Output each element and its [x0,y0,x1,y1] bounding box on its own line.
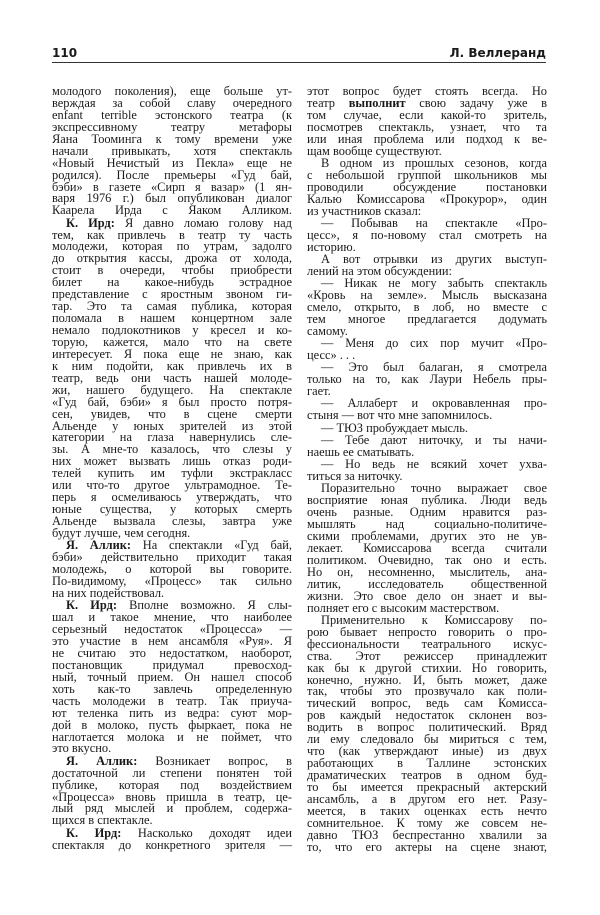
line-text: «Кровь на земле». Мысль высказана [307,288,547,303]
line-text: к ним подойти, как привлечь их в [52,358,292,373]
line-text: будут лучше, чем сегодня. [52,525,191,540]
line-text: Насколько доходят идеи [121,825,292,840]
line-text: достаточной ли степени понятен той [52,765,292,780]
line-text: «Гуд бай, бэби» я был просто потря- [52,394,292,409]
line-text: молодого поколения), еще больше ут- [52,84,292,98]
line-text: представление с яростным звоном ги- [52,287,292,302]
line-text: или что-то другое ультрамодное. Те- [52,478,292,493]
line-text: смело, открыто, в лоб, но вместе с [307,300,547,315]
line-text: то, что его актеры на сцене знают, [307,839,547,854]
line-text: Я давно ломаю голову над [114,215,292,230]
line-text: enfant terrible эстонского театра (к [52,107,292,122]
line-text: верждая за собой славу очередного [52,95,292,110]
line-text: что (как утверждают иные) из двух [307,744,547,759]
line-text: спектакля до конкретного зрителя — [52,837,292,852]
page-header [52,46,546,63]
line-text: мышлять над социально-политиче- [307,517,547,532]
line-text: Каарела Ирда с Яаком Алликом. [52,203,292,218]
line-text: сомнительное. К тому же совсем не- [307,815,547,830]
emphasized-text: выполнит [348,95,406,110]
line-text: тем, как привлечь в театр ту часть [52,227,292,242]
speaker-name: Я. Аллик: [66,538,132,553]
line-text: родился). После премьеры «Гуд бай, [52,167,292,182]
line-text: наглотается молока и не поймет, что [52,729,292,744]
line-text: билет на какое-нибудь эстрадное [52,275,292,290]
paragraph [307,278,547,338]
paragraph [307,459,547,483]
line-text: свою задачу уже в [405,95,548,110]
line-text: ров каждый недостаток склонен воз- [307,708,547,723]
line-text: поломала в нашем концертном зале [52,311,292,326]
line-text: — Никак не могу забыть спектакль [321,276,547,291]
line-text: конечно, нужно. И, быть может, даже [307,672,547,687]
line-text: немало подлокотников у кресел и ко- [52,323,292,338]
line-text: — Тебе дают ниточку, и ты начи- [321,432,547,447]
line-text: «Процесса» вновь пришла в театр, це- [52,789,292,804]
line-text: ли ему следовало бы мириться с тем, [307,732,547,747]
line-text: экспрессивному театру метафоры [52,119,292,134]
line-text: театр [307,95,349,110]
page-number: 110 [52,46,78,60]
line-text: давно ТЮЗ беспрестанно хвалили за [307,827,547,842]
line-text: цесс», я по-новому стал смотреть на [307,227,547,242]
line-text: рою бывает непросто говорить о про- [307,624,547,639]
line-text: часть молодежи в театр. Так приуча- [52,693,292,708]
line-text: дой в молоко, пусть фыркает, пока не [52,717,292,732]
line-text: том случае, если какой-то зритель, [307,107,547,122]
text-line [307,374,547,386]
line-text: серьезный недостаток «Процесса» — [52,622,292,637]
paragraph [52,753,292,828]
paragraph [307,215,547,254]
line-text: из участников сказал: [307,203,422,218]
line-text: скими проблемами, других это не ув- [307,528,547,543]
line-text: щихся в спектакле. [52,813,153,828]
line-text: постановщик придумал превосход- [52,657,292,672]
line-text: литик, исследователь общественной [307,576,547,591]
line-text: — Но ведь не всякий хочет ухва- [321,457,547,472]
line-text: как бы к другой стихии. Но говорить, [307,660,547,675]
line-text: историю. [307,239,356,254]
line-text: На спектакли «Гуд бай, [131,538,292,553]
line-text: так, чтобы это прозвучало как поли- [307,684,547,699]
line-text: них может вызвать лишь отказ роди- [52,454,292,469]
line-text: на них подействовал. [52,585,165,600]
line-text: торую, кажется, мало что на свете [52,334,292,349]
line-text: восприятие юная публика. Люди ведь [307,493,547,508]
paragraph [307,432,547,459]
line-text: хоть как-то завлечь определенную [52,681,292,696]
line-text: «Новый Нечистый из Пекла» еще не [52,155,292,170]
line-text: работающих в Таллине эстонских [307,756,547,771]
running-head-author: Л. Веллеранд [449,46,546,60]
line-text: сен, увидев, что в сцене смерти [52,406,292,421]
line-text: молодежи, которая по утрам, задолго [52,239,292,254]
paragraph [52,215,292,540]
line-text: самому. [307,323,348,338]
line-text: Яана Тооминга к тому времени уже [52,131,292,146]
line-text: ют теленка пить из ведра: суют мор- [52,705,292,720]
line-text: В одном из прошлых сезонов, когда [321,155,547,170]
line-text: бэби» действительно приходит такая [52,550,292,565]
line-text: юные существа, у которых смерть [52,502,292,517]
speaker-name: К. Ирд: [66,598,117,613]
line-text: Альенде у юных зрителей из этой [52,418,292,433]
line-text: интересует. Я пока еще не знаю, как [52,346,292,361]
line-text: полняет его с высоким мастерством. [307,600,500,615]
paragraph [52,825,292,852]
line-text: титься за ниточку. [307,468,403,483]
text-column-left [52,86,292,852]
line-text: это участие в нем ансамбля «Руя». Я [52,634,292,649]
line-text: ства. Этот режиссер принадлежит [307,648,547,663]
line-text: этот вопрос будет стоять всегда. Но [307,84,547,98]
text-line [52,837,292,852]
line-text: — Это был балаган, я смотрела [321,360,547,375]
line-text: тем многое предлагается додумать [307,312,547,326]
paragraph [52,540,292,600]
line-text: — ТЮЗ пробуждает мысль. [321,420,468,435]
line-text: не считаю это недостатком, наоборот, [52,645,292,660]
paragraph [307,155,547,218]
line-text: категории на глаза навернулись сле- [52,430,292,445]
line-text: или иная проблема или подход к ве- [307,131,547,146]
speaker-name: К. Ирд: [66,215,115,230]
line-text: лекает. Комиссарова всегда считали [307,540,547,555]
line-text: до открытия кассы, дрожа от холода, [52,251,292,266]
line-text: публике, которая под воздействием [52,777,292,792]
line-text: бэби» в газете «Сирп я вазар» (1 ян- [52,179,292,194]
line-text: начали привыкать, хотя спектакль [52,143,292,158]
line-text: А вот отрывки из других выступ- [321,252,547,267]
line-text: телей купить им туфли экстракласс [52,466,292,481]
line-text: наешь ее сматывать. [307,444,415,459]
paragraph [52,86,292,217]
speaker-name: К. Ирд: [66,825,122,840]
paragraph [307,398,547,422]
line-text: Поразительно точно выражает свое [321,481,547,496]
line-text: молодежь, о которой вы говорите. [52,562,292,577]
paragraph [307,483,547,614]
line-text: драматических театров в одном буд- [307,768,547,782]
text-column-right [307,86,547,854]
line-text: — Меня до сих пор мучит «Про- [321,336,547,351]
line-text: водить в вопрос политический. Вряд [307,720,547,735]
line-text: политиком. Очевидно, так оно и есть. [307,552,547,567]
line-text: только на то, как Лаури Небель пры- [307,372,547,387]
line-text: жизни. Это свое дело он знает и вы- [307,588,547,603]
line-text: — Аллаберт и окровавленная про- [321,396,547,411]
line-text: Но он, несомненно, мыслитель, ана- [307,564,547,579]
line-text: ный, точный прием. Он нашел способ [52,669,292,684]
line-text: цесс» . . . [307,348,356,363]
line-text: жи, нашего будущего. На спектакле [52,382,292,397]
line-text: щам вообще существуют. [307,143,442,158]
paragraph [307,254,547,278]
line-text: то бы имеется прекрасный актерский [307,779,547,794]
line-text: зы. А мне-то казалось, что слезы у [52,442,292,457]
line-text: стоит в очереди, чтобы приобрести [52,263,292,278]
line-text: очень разные. Одним нравится раз- [307,505,547,520]
line-text: театр, ведь они часть нашей молоде- [52,370,292,385]
line-text: По-видимому, «Процесс» так сильно [52,574,292,589]
line-text: Возникает вопрос, в [137,753,292,768]
line-text: ансамбль, а в другом его нет. Разу- [307,791,547,806]
line-text: Применительно к Комиссарову по- [321,612,547,627]
line-text: варя 1976 г.) был опубликован диалог [52,191,292,206]
line-text: лый ряд мыслей и проблем, содержа- [52,801,292,816]
line-text: меется, в таких оценках есть нечто [307,803,547,818]
line-text: стыня — вот что мне запомнилось. [307,408,493,423]
paragraph [307,362,547,398]
paragraph [307,612,547,854]
line-text: это вкусно. [52,741,112,756]
paragraph [307,338,547,362]
line-text: Вполне возможно. Я слы- [116,598,292,613]
text-line [307,839,547,854]
paragraph [307,86,547,158]
line-text: Калью Комиссарова «Прокурор», один [307,191,547,206]
speaker-name: Я. Аллик: [66,753,138,768]
paragraph [52,600,292,755]
line-text: гает. [307,384,331,399]
line-text: перь я осмеливаюсь утверждать, что [52,490,292,505]
line-text: Альенде вызвала слезы, завтра уже [52,514,292,529]
line-text: тический вопрос, ведь сам Комисса- [307,696,547,711]
line-text: проводили обсуждение постановки [307,179,547,194]
line-text: с небольшой группой школьников мы [307,167,547,182]
line-text: шал и такое мнение, что наиболее [52,610,292,625]
line-text: — Побывав на спектакле «Про- [321,215,547,230]
line-text: лений на этом обсуждении: [307,263,452,278]
line-text: посмотрев спектакль, узнает, что та [307,119,547,134]
line-text: тар. Это та самая публика, которая [52,299,292,314]
line-text: фессиональности театрального искус- [307,636,547,651]
